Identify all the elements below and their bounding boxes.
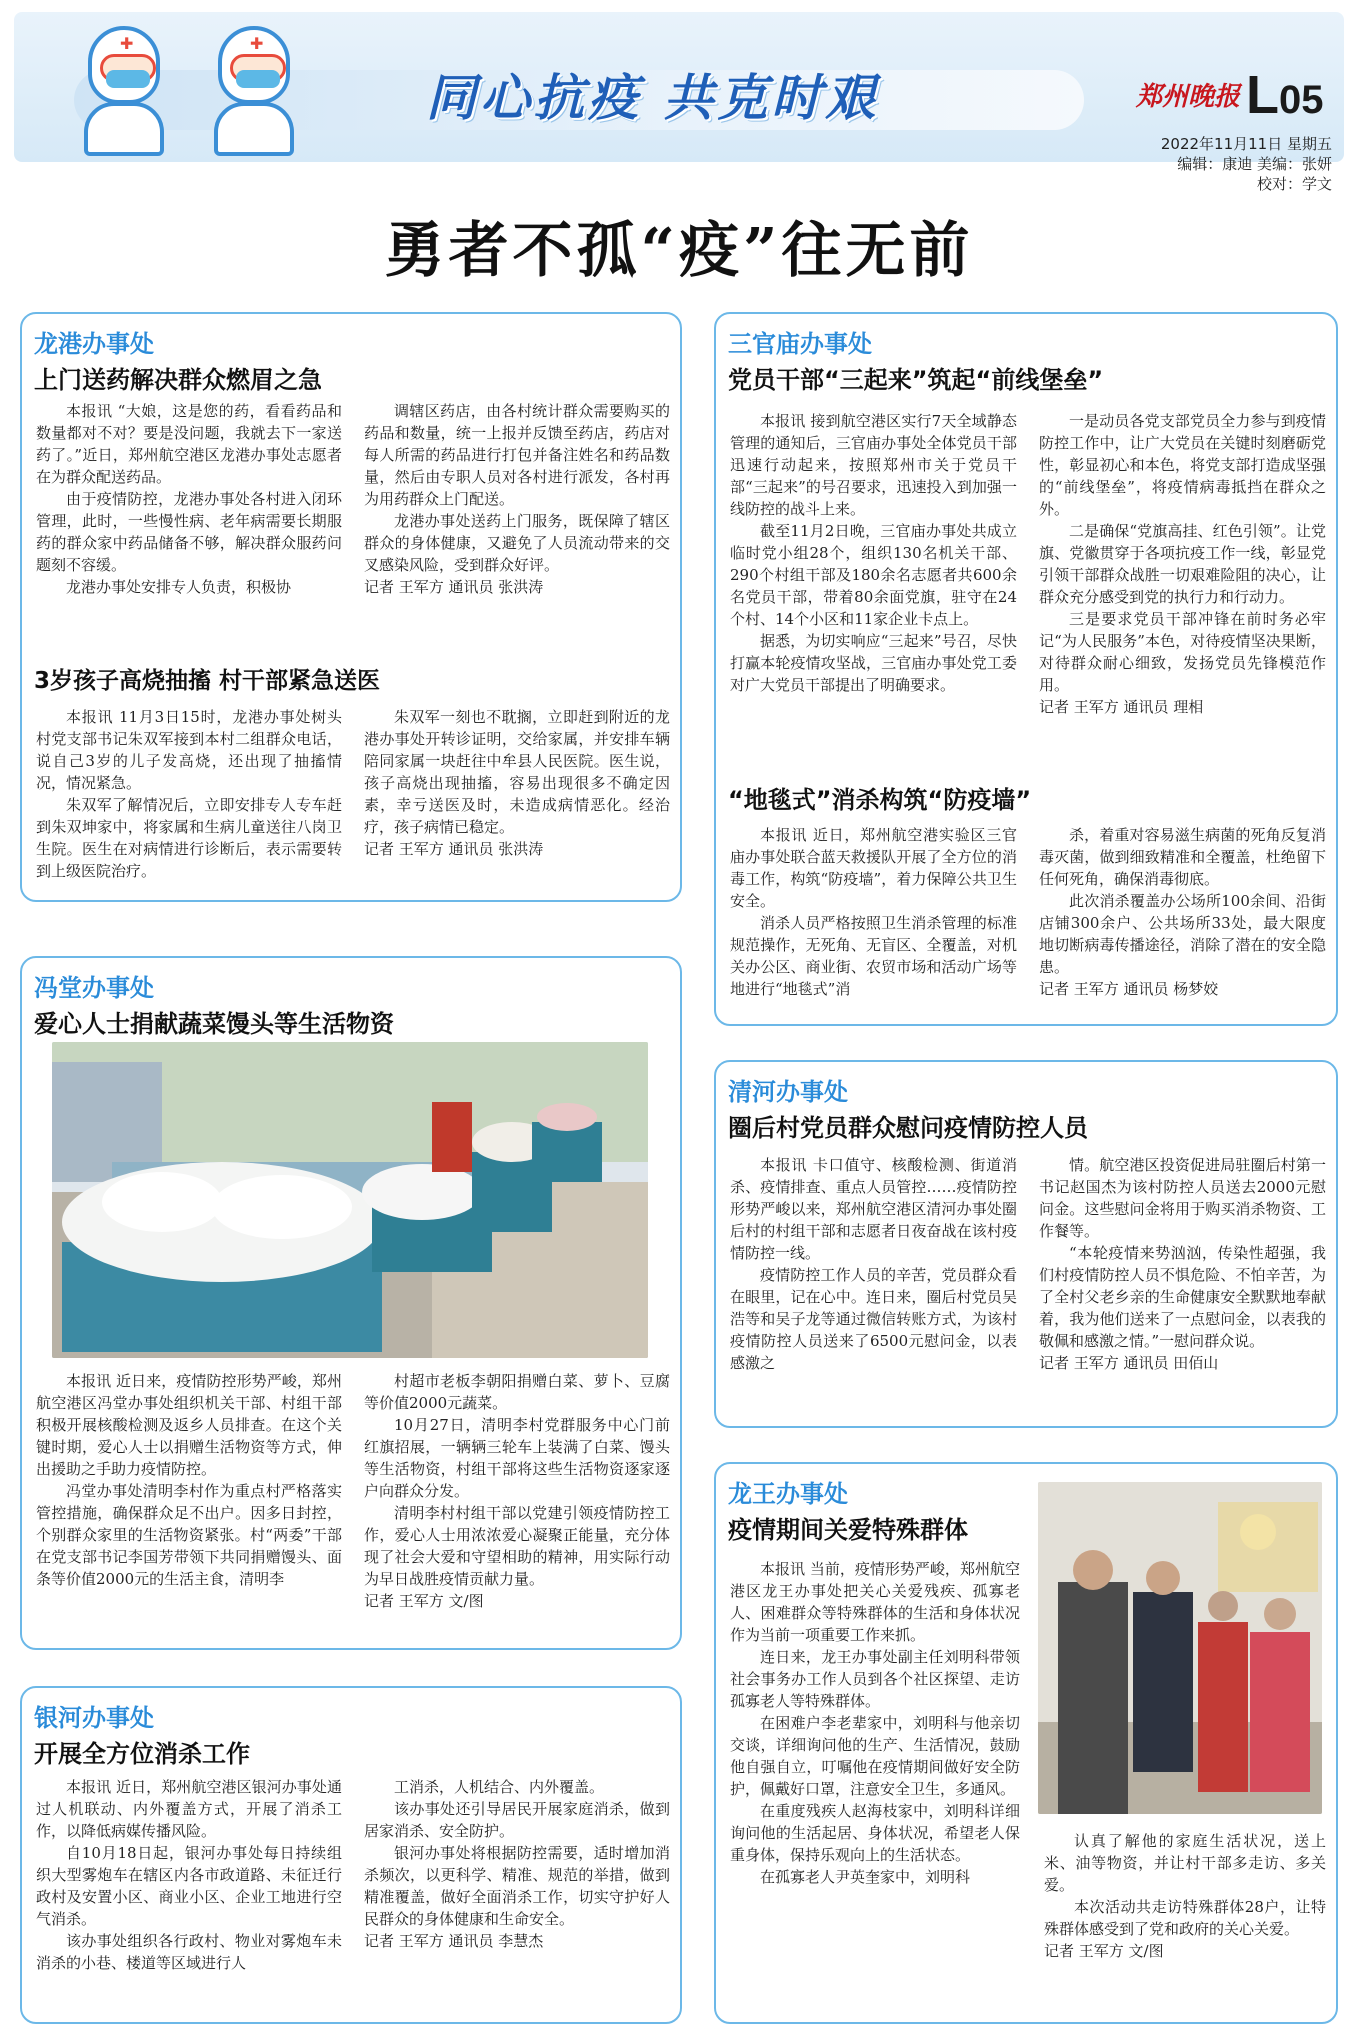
article-title: “地毯式”消杀构筑“防疫墙” [728, 786, 1032, 814]
article-col-2 [1039, 824, 1326, 1020]
donation-tricycles-photo [52, 1042, 648, 1358]
issue-meta [1161, 134, 1332, 194]
paragraph: 村超市老板李朝阳捐赠白菜、萝卜、豆腐等价值2000元蔬菜。 [364, 1372, 670, 1412]
article-col-1 [36, 706, 342, 896]
paragraph: 朱双军一刻也不耽搁，立即赶到附近的龙港办事处开转诊证明，交给家属，并安排车辆陪同家属一块赶往中牟县人民医院。医生说，孩子高烧出现抽搐，容易出现很多不确定因素，幸亏送医及时，未造成病情恶化。经治疗，孩子病情已稳定。 [364, 708, 670, 836]
article-title: 爱心人士捐献蔬菜馒头等生活物资 [34, 1010, 394, 1038]
paragraph: 在孤寡老人尹英奎家中，刘明科 [760, 1868, 971, 1886]
article-col-1 [36, 400, 342, 636]
article-title: 上门送药解决群众燃眉之急 [34, 366, 322, 394]
article-box-longwang [714, 1462, 1338, 2024]
paragraph: 认真了解他的家庭生活状况，送上米、油等物资，并让村干部多走访、多关爱。 [1044, 1832, 1326, 1894]
article-body [36, 1776, 670, 2016]
article-body [730, 824, 1326, 1020]
paragraph: 此次消杀覆盖办公场所100余间、沿街店铺300余户、公共场所33处，最大限度地切断病毒传播途径，消除了潜在的安全隐患。 [1039, 892, 1326, 976]
article-title: 3岁孩子高烧抽搐 村干部紧急送医 [34, 668, 381, 694]
article-body [36, 706, 670, 896]
article-col-1 [36, 1776, 342, 2016]
photo-illustration [52, 1042, 648, 1358]
paragraph: 三是要求党员干部冲锋在前时务必牢记“为人民服务”本色，对待疫情坚决果断，对待群众耐心细致，发扬党员先锋模范作用。 [1039, 610, 1326, 694]
issue-proofreader: 校对：学文 [1256, 175, 1332, 193]
article-col-1 [730, 824, 1017, 1020]
paragraph: 10月27日，清明李村党群服务中心门前红旗招展，一辆辆三轮车上装满了白菜、馒头等生活物资，村组干部将这些生活物资逐家逐户向群众分发。 [364, 1416, 670, 1500]
article-body [36, 1370, 670, 1644]
byline: 记者 王军方 文/图 [364, 1592, 484, 1610]
photo-illustration [1038, 1482, 1322, 1814]
article-col-2 [364, 1776, 670, 2016]
section-name: 冯堂办事处 [34, 974, 154, 1002]
article-title: 疫情期间关爱特殊群体 [728, 1516, 968, 1544]
paragraph: 自10月18日起，银河办事处每日持续组织大型雾炮车在辖区内各市政道路、未征迁行政村及安置小区、商业小区、企业工地进行空气消杀。 [36, 1844, 342, 1928]
paragraph: 该办事处还引导居民开展家庭消杀，做到居家消杀、安全防护。 [364, 1800, 670, 1840]
paragraph: 一是动员各党支部党员全力参与到疫情防控工作中，让广大党员在关键时刻磨砺党性，彰显初心和本色，将党支部打造成坚强的“前线堡垒”，将疫情病毒抵挡在群众之外。 [1039, 412, 1326, 518]
paragraph: 冯堂办事处清明李村作为重点村严格落实管控措施，确保群众足不出户。因多日封控，个别群众家里的生活物资紧张。村“两委”干部在党支部书记李国芳带领下共同捐赠馒头、面条等价值2000元的生活主食，清明李 [36, 1482, 342, 1588]
section-name: 三官庙办事处 [728, 330, 872, 358]
paragraph: 银河办事处将根据防控需要，适时增加消杀频次，以更科学、精准、规范的举措，做到精准覆盖，做好全面消杀工作，切实守护好人民群众的身体健康和生命安全。 [364, 1844, 670, 1928]
paragraph: 本次活动共走访特殊群体28户，让特殊群体感受到了党和政府的关心关爱。 [1044, 1898, 1326, 1938]
issue-editors: 编辑：康迪 美编：张妍 [1177, 155, 1332, 173]
page-header-banner [14, 12, 1344, 162]
article-col-2 [364, 706, 670, 896]
article-body [36, 400, 670, 636]
paragraph: 在困难户李老辈家中，刘明科与他亲切交谈，详细询问他的生产、生活情况，鼓励他自强自立，叮嘱他在疫情期间做好安全防护，佩戴好口罩，注意安全卫生，多通风。 [730, 1714, 1020, 1798]
article-box-sanguanmiao [714, 312, 1338, 1026]
article-col-1 [730, 410, 1017, 746]
paragraph: “本轮疫情来势汹汹，传染性超强，我们村疫情防控人员不惧危险、不怕辛苦，为了全村父老乡亲的生命健康安全默默地奉献着，我为他们送来了一点慰问金，以表我的敬佩和感激之情。”一慰问群众说。 [1039, 1244, 1326, 1350]
section-name: 清河办事处 [728, 1078, 848, 1106]
byline: 记者 王军方 通讯员 理相 [1039, 698, 1204, 716]
article-title: 圈后村党员群众慰问疫情防控人员 [728, 1114, 1088, 1142]
paragraph: 情。航空港区投资促进局驻圈后村第一书记赵国杰为该村防控人员送去2000元慰问金。这些慰问金将用于购买消杀物资、工作餐等。 [1039, 1156, 1326, 1240]
paragraph: 本报讯 当前，疫情形势严峻，郑州航空港区龙王办事处把关心关爱残疾、孤寡老人、困难群众等特殊群体的生活和身体状况作为当前一项重要工作来抓。 [730, 1560, 1020, 1644]
article-title: 开展全方位消杀工作 [34, 1740, 250, 1768]
paragraph: 调辖区药店，由各村统计群众需要购买的药品和数量，统一上报并反馈至药店，药店对每人所需的药品进行打包并备注姓名和药品数量，然后由专职人员对各村进行派发，各村再为用药群众上门配送。 [364, 402, 670, 508]
paragraph: 消杀人员严格按照卫生消杀管理的标准规范操作，无死角、无盲区、全覆盖，对机关办公区、商业街、农贸市场和活动广场等地进行“地毯式”消 [730, 914, 1017, 998]
article-col-2 [1044, 1830, 1326, 2018]
article-box-yinhe [20, 1686, 682, 2024]
paragraph: 龙港办事处送药上门服务，既保障了辖区群众的身体健康，又避免了人员流动带来的交叉感染风险，受到群众好评。 [364, 512, 670, 574]
paragraph: 本报讯 11月3日15时，龙港办事处树头村党支部书记朱双军接到本村二组群众电话，说自己3岁的儿子发高烧，还出现了抽搐情况，情况紧急。 [36, 708, 342, 792]
paragraph: 在重度残疾人赵海枝家中，刘明科详细询问他的生活起居、身体状况，希望老人保重身体，保持乐观向上的生活状态。 [730, 1802, 1020, 1864]
article-col-1 [730, 1154, 1017, 1420]
article-col-2 [364, 400, 670, 636]
page-headline: 勇者不孤“疫”往无前 [384, 216, 974, 286]
article-body [730, 1154, 1326, 1420]
article-col-1 [730, 1558, 1020, 2018]
article-col-1 [36, 1370, 342, 1644]
byline: 记者 王军方 通讯员 杨梦姣 [1039, 980, 1219, 998]
article-box-longgang [20, 312, 682, 902]
byline: 记者 王军方 通讯员 李慧杰 [364, 1932, 544, 1950]
article-col-2 [364, 1370, 670, 1644]
paragraph: 二是确保“党旗高挂、红色引领”。让党旗、党徽贯穿于各项抗疫工作一线，彰显党引领干部群众战胜一切艰难险阻的决心，让群众充分感受到党的执行力和行动力。 [1039, 522, 1326, 606]
paragraph: 由于疫情防控，龙港办事处各村进入闭环管理，此时，一些慢性病、老年病需要长期服药的群众家中药品储备不够，解决群众服药问题刻不容缓。 [36, 490, 342, 574]
paragraph: 本报讯 “大娘，这是您的药，看看药品和数量都对不对？要是没问题，我就去下一家送药了。”近日，郑州航空港区龙港办事处志愿者在为群众配送药品。 [36, 402, 342, 486]
paragraph: 清明李村村组干部以党建引领疫情防控工作，爱心人士用浓浓爱心凝聚正能量，充分体现了社会大爱和守望相助的精神，用实际行动为早日战胜疫情贡献力量。 [364, 1504, 670, 1588]
paragraph: 连日来，龙王办事处副主任刘明科带领社会事务办工作人员到各个社区探望、走访孤寡老人等特殊群体。 [730, 1648, 1020, 1710]
byline: 记者 王军方 通讯员 田佰山 [1039, 1354, 1219, 1372]
paragraph: 工消杀，人机结合、内外覆盖。 [394, 1778, 605, 1796]
paragraph: 疫情防控工作人员的辛苦，党员群众看在眼里，记在心中。连日来，圈后村党员吴浩等和吴子龙等通过微信转账方式，为该村疫情防控人员送来了6500元慰问金，以表感激之 [730, 1266, 1017, 1372]
page-number: L05 [1246, 65, 1324, 125]
header-slogan: 同心抗疫 共克时艰 [426, 69, 880, 127]
article-title: 党员干部“三起来”筑起“前线堡垒” [728, 366, 1104, 394]
article-col-2 [1039, 410, 1326, 746]
newspaper-masthead: 郑州晚报 [1136, 82, 1241, 112]
paragraph: 该办事处组织各行政村、物业对雾炮车未消杀的小巷、楼道等区域进行人 [36, 1932, 342, 1972]
paragraph: 朱双军了解情况后，立即安排专人专车赶到朱双坤家中，将家属和生病儿童送往八岗卫生院。医生在对病情进行诊断后，表示需要转到上级医院治疗。 [36, 796, 342, 880]
paragraph: 本报讯 近日，郑州航空港实验区三官庙办事处联合蓝天救援队开展了全方位的消毒工作，构筑“防疫墙”，着力保障公共卫生安全。 [730, 826, 1017, 910]
paragraph: 本报讯 近日，郑州航空港区银河办事处通过人机联动、内外覆盖方式，开展了消杀工作，以降低病媒传播风险。 [36, 1778, 342, 1840]
paragraph: 据悉，为切实响应“三起来”号召，尽快打赢本轮疫情攻坚战，三官庙办事处党工委对广大党员干部提出了明确要求。 [730, 632, 1017, 694]
byline: 记者 王军方 通讯员 张洪涛 [364, 840, 544, 858]
issue-date: 2022年11月11日 星期五 [1160, 135, 1332, 153]
article-box-fengtang [20, 956, 682, 1650]
paragraph: 杀，着重对容易滋生病菌的死角反复消毒灭菌，做到细致精准和全覆盖，杜绝留下任何死角，确保消毒彻底。 [1039, 826, 1326, 888]
section-name: 龙港办事处 [34, 330, 154, 358]
article-box-qinghe [714, 1060, 1338, 1428]
paragraph: 本报讯 接到航空港区实行7天全域静态管理的通知后，三官庙办事处全体党员干部迅速行动起来，按照郑州市关于党员干部“三起来”的号召要求，迅速投入到加强一线防控的战斗上来。 [730, 412, 1017, 518]
medic-mascot-right: ✚ [204, 26, 304, 156]
medic-mascot-left: ✚ [74, 26, 174, 156]
paragraph: 截至11月2日晚，三官庙办事处共成立临时党小组28个，组织130名机关干部、290个村组干部及180余名志愿者共600余名党员干部，带着80余面党旗，驻守在24个村、14个小区和11家企业卡点上。 [730, 522, 1017, 628]
section-name: 龙王办事处 [728, 1480, 848, 1508]
visit-elderly-photo [1038, 1482, 1322, 1814]
paragraph: 本报讯 卡口值守、核酸检测、街道消杀、疫情排查、重点人员管控……疫情防控形势严峻以来，郑州航空港区清河办事处圈后村的村组干部和志愿者日夜奋战在该村疫情防控一线。 [730, 1156, 1017, 1262]
article-col-2 [1039, 1154, 1326, 1420]
byline: 记者 王军方 文/图 [1044, 1942, 1164, 1960]
byline: 记者 王军方 通讯员 张洪涛 [364, 578, 544, 596]
section-name: 银河办事处 [34, 1704, 154, 1732]
article-body [730, 410, 1326, 746]
paragraph: 本报讯 近日来，疫情防控形势严峻，郑州航空港区冯堂办事处组织机关干部、村组干部积极开展核酸检测及返乡人员排查。在这个关键时期，爱心人士以捐赠生活物资等方式，伸出援助之手助力疫情防控。 [36, 1372, 342, 1478]
paragraph: 龙港办事处安排专人负责，积极协 [66, 578, 292, 596]
